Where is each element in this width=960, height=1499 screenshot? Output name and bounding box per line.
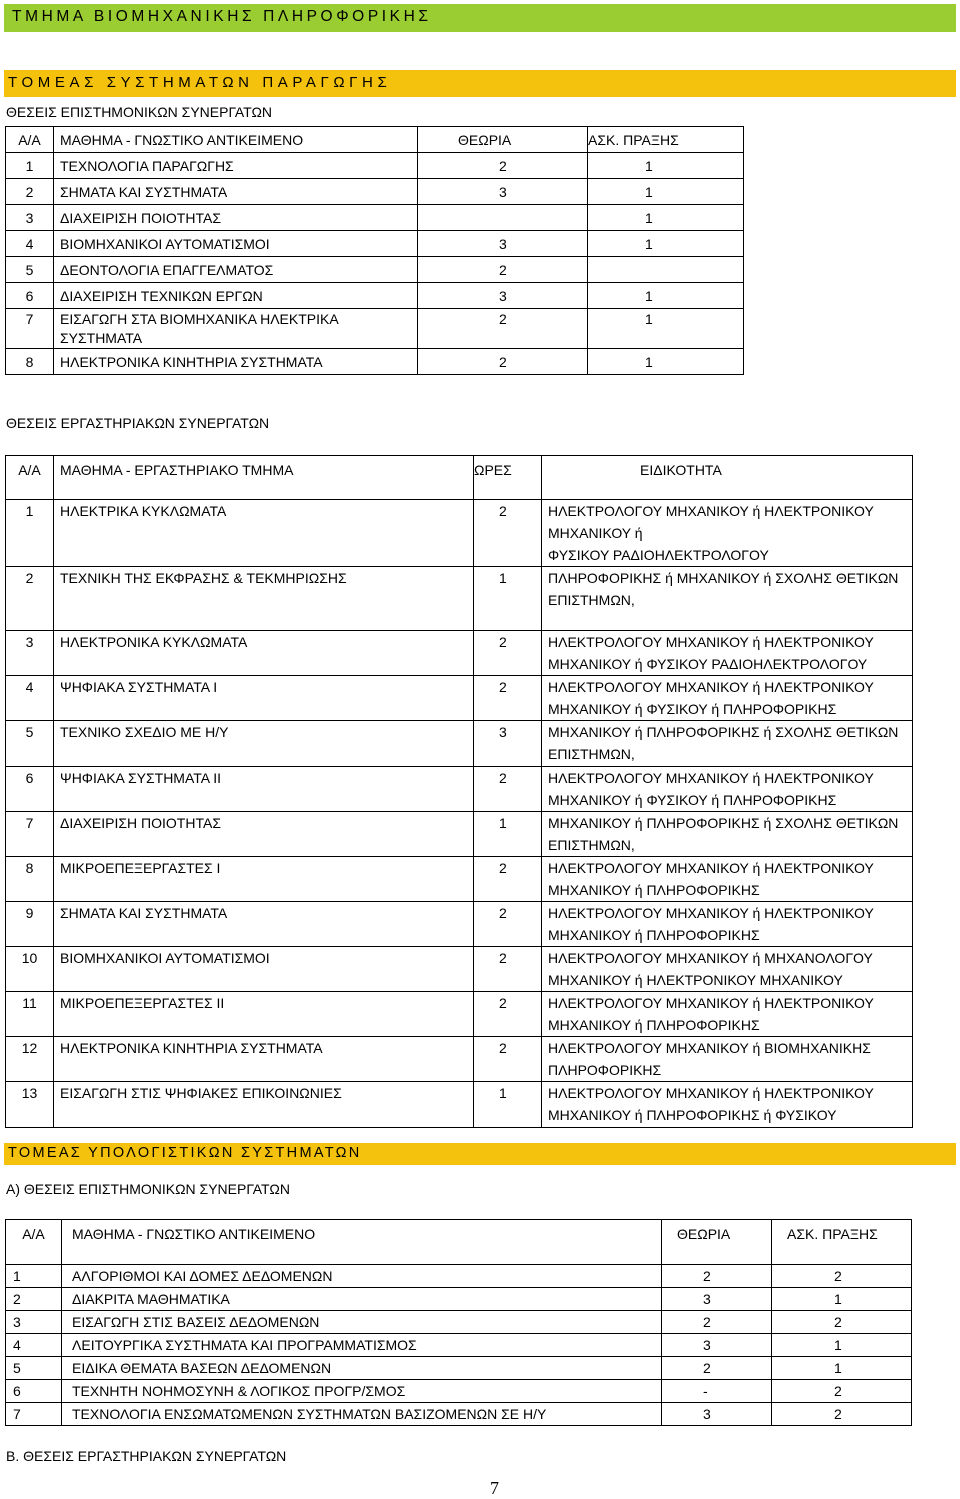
theory-hours bbox=[418, 205, 588, 231]
row-number: 1 bbox=[6, 500, 54, 567]
table-row bbox=[6, 1311, 912, 1334]
row-number: 4 bbox=[6, 676, 54, 721]
specialty: ΗΛΕΚΤΡΟΛΟΓΟΥ ΜΗΧΑΝΙΚΟΥ ή ΗΛΕΚΤΡΟΝΙΚΟΥ ΜΗΧΑΝΙΚΟΥ ή ΠΛΗΡΟΦΟΡΙΚΗΣ bbox=[542, 992, 913, 1037]
table-row bbox=[6, 205, 744, 231]
hours: 2 bbox=[474, 1037, 542, 1082]
theory-hours: 3 bbox=[418, 231, 588, 257]
row-number: 6 bbox=[6, 1380, 62, 1403]
course-name: ΔΙΑΧΕΙΡΙΣΗ ΠΟΙΟΤΗΤΑΣ bbox=[54, 205, 418, 231]
theory-hours: 2 bbox=[662, 1311, 772, 1334]
table-row bbox=[6, 1357, 912, 1380]
course-name: ΗΛΕΚΤΡΟΝΙΚΑ ΚΙΝΗΤΗΡΙΑ ΣΥΣΤΗΜΑΤΑ bbox=[54, 349, 418, 375]
hours: 2 bbox=[474, 767, 542, 812]
row-number: 5 bbox=[6, 1357, 62, 1380]
table-row bbox=[6, 1037, 913, 1082]
hours: 2 bbox=[474, 500, 542, 567]
practice-hours: 2 bbox=[772, 1380, 912, 1403]
theory-hours: 2 bbox=[418, 309, 588, 349]
specialty: ΗΛΕΚΤΡΟΛΟΓΟΥ ΜΗΧΑΝΙΚΟΥ ή ΗΛΕΚΤΡΟΝΙΚΟΥ ΜΗΧΑΝΙΚΟΥ ή ΦΥΣΙΚΟΥ ή ΠΛΗΡΟΦΟΡΙΚΗΣ bbox=[542, 676, 913, 721]
practice-hours bbox=[588, 257, 744, 283]
sector2-lab-heading: Β. ΘΕΣΕΙΣ ΕΡΓΑΣΤΗΡΙΑΚΩΝ ΣΥΝΕΡΓΑΤΩΝ bbox=[6, 1448, 287, 1464]
course-name: ΣΗΜΑΤΑ ΚΑΙ ΣΥΣΤΗΜΑΤΑ bbox=[54, 902, 474, 947]
specialty: ΗΛΕΚΤΡΟΛΟΓΟΥ ΜΗΧΑΝΙΚΟΥ ή ΗΛΕΚΤΡΟΝΙΚΟΥ ΜΗΧΑΝΙΚΟΥ ή ΦΥΣΙΚΟΥ ΡΑΔΙΟΗΛΕΚΤΡΟΛΟΓΟΥ bbox=[542, 500, 913, 567]
row-number: 7 bbox=[6, 1403, 62, 1426]
department-title: ΤΜΗΜΑ ΒΙΟΜΗΧΑΝΙΚΗΣ ΠΛΗΡΟΦΟΡΙΚΗΣ bbox=[12, 8, 432, 25]
hours: 2 bbox=[474, 902, 542, 947]
course-name: ΗΛΕΚΤΡΙΚΑ ΚΥΚΛΩΜΑΤΑ bbox=[54, 500, 474, 567]
course-name: ΤΕΧΝΙΚΗ ΤΗΣ ΕΚΦΡΑΣΗΣ & ΤΕΚΜΗΡΙΩΣΗΣ bbox=[54, 567, 474, 631]
header-cell: Α/Α bbox=[6, 456, 54, 500]
theory-hours: 2 bbox=[662, 1357, 772, 1380]
sector1-lab-table bbox=[5, 455, 913, 1128]
header-cell: ΜΑΘΗΜΑ - ΓΝΩΣΤΙΚΟ ΑΝΤΙΚΕΙΜΕΝΟ bbox=[62, 1220, 662, 1265]
row-number: 4 bbox=[6, 1334, 62, 1357]
row-number: 5 bbox=[6, 721, 54, 767]
row-number: 1 bbox=[6, 153, 54, 179]
theory-hours: 2 bbox=[418, 257, 588, 283]
row-number: 10 bbox=[6, 947, 54, 992]
sector1-lab-heading: ΘΕΣΕΙΣ ΕΡΓΑΣΤΗΡΙΑΚΩΝ ΣΥΝΕΡΓΑΤΩΝ bbox=[6, 415, 270, 431]
course-name: ΔΙΑΚΡΙΤΑ ΜΑΘΗΜΑΤΙΚΑ bbox=[62, 1288, 662, 1311]
row-number: 2 bbox=[6, 1288, 62, 1311]
table-row bbox=[6, 812, 913, 857]
practice-hours: 1 bbox=[772, 1357, 912, 1380]
theory-hours: 3 bbox=[418, 179, 588, 205]
table-row bbox=[6, 567, 913, 631]
table-row bbox=[6, 257, 744, 283]
theory-hours: 3 bbox=[662, 1403, 772, 1426]
hours: 2 bbox=[474, 676, 542, 721]
department-title-bar bbox=[4, 4, 956, 32]
table-row bbox=[6, 721, 913, 767]
row-number: 9 bbox=[6, 902, 54, 947]
table-row bbox=[6, 231, 744, 257]
row-number: 3 bbox=[6, 205, 54, 231]
hours: 2 bbox=[474, 631, 542, 676]
header-cell: Α/Α bbox=[6, 127, 54, 153]
course-name: ΕΙΣΑΓΩΓΗ ΣΤΙΣ ΨΗΦΙΑΚΕΣ ΕΠΙΚΟΙΝΩΝΙΕΣ bbox=[54, 1082, 474, 1128]
course-name: ΜΙΚΡΟΕΠΕΞΕΡΓΑΣΤΕΣ Ι bbox=[54, 857, 474, 902]
practice-hours: 2 bbox=[772, 1311, 912, 1334]
course-name: ΨΗΦΙΑΚΑ ΣΥΣΤΗΜΑΤΑ ΙΙ bbox=[54, 767, 474, 812]
sector2-scientific-table bbox=[5, 1219, 912, 1426]
sector2-title-bar bbox=[4, 1143, 956, 1165]
specialty: ΗΛΕΚΤΡΟΛΟΓΟΥ ΜΗΧΑΝΙΚΟΥ ή ΗΛΕΚΤΡΟΝΙΚΟΥ ΜΗΧΑΝΙΚΟΥ ή ΦΥΣΙΚΟΥ ΡΑΔΙΟΗΛΕΚΤΡΟΛΟΓΟΥ bbox=[542, 631, 913, 676]
table-header-row bbox=[6, 456, 913, 500]
sector1-scientific-table bbox=[5, 126, 744, 375]
row-number: 3 bbox=[6, 1311, 62, 1334]
specialty: ΗΛΕΚΤΡΟΛΟΓΟΥ ΜΗΧΑΝΙΚΟΥ ή ΗΛΕΚΤΡΟΝΙΚΟΥ ΜΗΧΑΝΙΚΟΥ ή ΠΛΗΡΟΦΟΡΙΚΗΣ bbox=[542, 902, 913, 947]
table-row bbox=[6, 309, 744, 349]
course-name: ΑΛΓΟΡΙΘΜΟΙ ΚΑΙ ΔΟΜΕΣ ΔΕΔΟΜΕΝΩΝ bbox=[62, 1265, 662, 1288]
header-cell: ΜΑΘΗΜΑ - ΓΝΩΣΤΙΚΟ ΑΝΤΙΚΕΙΜΕΝΟ bbox=[54, 127, 418, 153]
row-number: 2 bbox=[6, 179, 54, 205]
row-number: 8 bbox=[6, 857, 54, 902]
sector1-title: ΤΟΜΕΑΣ ΣΥΣΤΗΜΑΤΩΝ ΠΑΡΑΓΩΓΗΣ bbox=[8, 74, 392, 91]
table-row bbox=[6, 1082, 913, 1128]
course-name: ΕΙΔΙΚΑ ΘΕΜΑΤΑ ΒΑΣΕΩΝ ΔΕΔΟΜΕΝΩΝ bbox=[62, 1357, 662, 1380]
table-row bbox=[6, 500, 913, 567]
header-cell: ΘΕΩΡΙΑ bbox=[662, 1220, 772, 1265]
specialty: ΗΛΕΚΤΡΟΛΟΓΟΥ ΜΗΧΑΝΙΚΟΥ ή ΗΛΕΚΤΡΟΝΙΚΟΥ ΜΗΧΑΝΙΚΟΥ ή ΠΛΗΡΟΦΟΡΙΚΗΣ ή ΦΥΣΙΚΟΥ bbox=[542, 1082, 913, 1128]
row-number: 7 bbox=[6, 812, 54, 857]
header-cell: ΑΣΚ. ΠΡΑΞΗΣ bbox=[588, 127, 744, 153]
course-name: ΛΕΙΤΟΥΡΓΙΚΑ ΣΥΣΤΗΜΑΤΑ ΚΑΙ ΠΡΟΓΡΑΜΜΑΤΙΣΜΟΣ bbox=[62, 1334, 662, 1357]
hours: 2 bbox=[474, 992, 542, 1037]
sector1-scientific-heading: ΘΕΣΕΙΣ ΕΠΙΣΤΗΜΟΝΙΚΩΝ ΣΥΝΕΡΓΑΤΩΝ bbox=[6, 104, 273, 120]
row-number: 6 bbox=[6, 767, 54, 812]
course-name: ΗΛΕΚΤΡΟΝΙΚΑ ΚΙΝΗΤΗΡΙΑ ΣΥΣΤΗΜΑΤΑ bbox=[54, 1037, 474, 1082]
specialty: ΜΗΧΑΝΙΚΟΥ ή ΠΛΗΡΟΦΟΡΙΚΗΣ ή ΣΧΟΛΗΣ ΘΕΤΙΚΩΝ ΕΠΙΣΤΗΜΩΝ, bbox=[542, 721, 913, 767]
hours: 1 bbox=[474, 1082, 542, 1128]
row-number: 8 bbox=[6, 349, 54, 375]
practice-hours: 1 bbox=[588, 179, 744, 205]
theory-hours: 3 bbox=[662, 1288, 772, 1311]
practice-hours: 1 bbox=[772, 1334, 912, 1357]
practice-hours: 1 bbox=[588, 205, 744, 231]
table-row bbox=[6, 153, 744, 179]
theory-hours: 2 bbox=[418, 153, 588, 179]
header-cell: ΜΑΘΗΜΑ - ΕΡΓΑΣΤΗΡΙΑΚΟ ΤΜΗΜΑ bbox=[54, 456, 474, 500]
course-name: ΗΛΕΚΤΡΟΝΙΚΑ ΚΥΚΛΩΜΑΤΑ bbox=[54, 631, 474, 676]
table-row bbox=[6, 1288, 912, 1311]
table-row bbox=[6, 857, 913, 902]
course-name: ΕΙΣΑΓΩΓΗ ΣΤΙΣ ΒΑΣΕΙΣ ΔΕΔΟΜΕΝΩΝ bbox=[62, 1311, 662, 1334]
row-number: 12 bbox=[6, 1037, 54, 1082]
specialty: ΜΗΧΑΝΙΚΟΥ ή ΠΛΗΡΟΦΟΡΙΚΗΣ ή ΣΧΟΛΗΣ ΘΕΤΙΚΩΝ ΕΠΙΣΤΗΜΩΝ, bbox=[542, 812, 913, 857]
table-row bbox=[6, 283, 744, 309]
table-row bbox=[6, 767, 913, 812]
course-name: ΒΙΟΜΗΧΑΝΙΚΟΙ ΑΥΤΟΜΑΤΙΣΜΟΙ bbox=[54, 231, 418, 257]
row-number: 6 bbox=[6, 283, 54, 309]
specialty: ΗΛΕΚΤΡΟΛΟΓΟΥ ΜΗΧΑΝΙΚΟΥ ή ΜΗΧΑΝΟΛΟΓΟΥ ΜΗΧΑΝΙΚΟΥ ή ΗΛΕΚΤΡΟΝΙΚΟΥ ΜΗΧΑΝΙΚΟΥ bbox=[542, 947, 913, 992]
header-cell: ΕΙΔΙΚΟΤΗΤΑ bbox=[542, 456, 913, 500]
hours: 1 bbox=[474, 567, 542, 631]
sector2-scientific-heading: Α) ΘΕΣΕΙΣ ΕΠΙΣΤΗΜΟΝΙΚΩΝ ΣΥΝΕΡΓΑΤΩΝ bbox=[6, 1181, 290, 1197]
table-row bbox=[6, 1403, 912, 1426]
course-name: ΤΕΧΝΟΛΟΓΙΑ ΠΑΡΑΓΩΓΗΣ bbox=[54, 153, 418, 179]
header-cell: ΩΡΕΣ bbox=[474, 456, 542, 500]
row-number: 13 bbox=[6, 1082, 54, 1128]
table-row bbox=[6, 1380, 912, 1403]
table-row bbox=[6, 179, 744, 205]
practice-hours: 1 bbox=[588, 231, 744, 257]
theory-hours: - bbox=[662, 1380, 772, 1403]
table-row bbox=[6, 631, 913, 676]
table-row bbox=[6, 947, 913, 992]
specialty: ΗΛΕΚΤΡΟΛΟΓΟΥ ΜΗΧΑΝΙΚΟΥ ή ΗΛΕΚΤΡΟΝΙΚΟΥ ΜΗΧΑΝΙΚΟΥ ή ΠΛΗΡΟΦΟΡΙΚΗΣ bbox=[542, 857, 913, 902]
specialty: ΗΛΕΚΤΡΟΛΟΓΟΥ ΜΗΧΑΝΙΚΟΥ ή ΒΙΟΜΗΧΑΝΙΚΗΣ ΠΛΗΡΟΦΟΡΙΚΗΣ bbox=[542, 1037, 913, 1082]
table-header-row bbox=[6, 1220, 912, 1265]
practice-hours: 1 bbox=[772, 1288, 912, 1311]
specialty: ΠΛΗΡΟΦΟΡΙΚΗΣ ή ΜΗΧΑΝΙΚΟΥ ή ΣΧΟΛΗΣ ΘΕΤΙΚΩΝ ΕΠΙΣΤΗΜΩΝ, bbox=[542, 567, 913, 631]
course-name: ΜΙΚΡΟΕΠΕΞΕΡΓΑΣΤΕΣ ΙΙ bbox=[54, 992, 474, 1037]
practice-hours: 1 bbox=[588, 153, 744, 179]
course-name: ΨΗΦΙΑΚΑ ΣΥΣΤΗΜΑΤΑ Ι bbox=[54, 676, 474, 721]
course-name: ΒΙΟΜΗΧΑΝΙΚΟΙ ΑΥΤΟΜΑΤΙΣΜΟΙ bbox=[54, 947, 474, 992]
specialty: ΗΛΕΚΤΡΟΛΟΓΟΥ ΜΗΧΑΝΙΚΟΥ ή ΗΛΕΚΤΡΟΝΙΚΟΥ ΜΗΧΑΝΙΚΟΥ ή ΦΥΣΙΚΟΥ ή ΠΛΗΡΟΦΟΡΙΚΗΣ bbox=[542, 767, 913, 812]
theory-hours: 3 bbox=[662, 1334, 772, 1357]
row-number: 2 bbox=[6, 567, 54, 631]
hours: 3 bbox=[474, 721, 542, 767]
theory-hours: 2 bbox=[662, 1265, 772, 1288]
header-cell: ΑΣΚ. ΠΡΑΞΗΣ bbox=[772, 1220, 912, 1265]
practice-hours: 1 bbox=[588, 349, 744, 375]
practice-hours: 1 bbox=[588, 283, 744, 309]
row-number: 3 bbox=[6, 631, 54, 676]
practice-hours: 2 bbox=[772, 1265, 912, 1288]
table-row bbox=[6, 1334, 912, 1357]
theory-hours: 3 bbox=[418, 283, 588, 309]
row-number: 4 bbox=[6, 231, 54, 257]
course-name: ΔΙΑΧΕΙΡΙΣΗ ΠΟΙΟΤΗΤΑΣ bbox=[54, 812, 474, 857]
practice-hours: 1 bbox=[588, 309, 744, 349]
hours: 2 bbox=[474, 857, 542, 902]
course-name: ΣΗΜΑΤΑ ΚΑΙ ΣΥΣΤΗΜΑΤΑ bbox=[54, 179, 418, 205]
row-number: 11 bbox=[6, 992, 54, 1037]
table-row bbox=[6, 349, 744, 375]
row-number: 5 bbox=[6, 257, 54, 283]
table-header-row bbox=[6, 127, 744, 153]
practice-hours: 2 bbox=[772, 1403, 912, 1426]
table-row bbox=[6, 676, 913, 721]
course-name: ΕΙΣΑΓΩΓΗ ΣΤΑ ΒΙΟΜΗΧΑΝΙΚΑ ΗΛΕΚΤΡΙΚΑ ΣΥΣΤΗΜΑΤΑ bbox=[54, 309, 418, 349]
header-cell: ΘΕΩΡΙΑ bbox=[418, 127, 588, 153]
hours: 2 bbox=[474, 947, 542, 992]
sector2-title: ΤΟΜΕΑΣ ΥΠΟΛΟΓΙΣΤΙΚΩΝ ΣΥΣΤΗΜΑΤΩΝ bbox=[8, 1145, 362, 1161]
theory-hours: 2 bbox=[418, 349, 588, 375]
course-name: ΤΕΧΝΟΛΟΓΙΑ ΕΝΣΩΜΑΤΩΜΕΝΩΝ ΣΥΣΤΗΜΑΤΩΝ ΒΑΣΙΖΟΜΕΝΩΝ ΣΕ Η/Υ bbox=[62, 1403, 662, 1426]
row-number: 7 bbox=[6, 309, 54, 349]
header-cell: Α/Α bbox=[6, 1220, 62, 1265]
course-name: ΔΕΟΝΤΟΛΟΓΙΑ ΕΠΑΓΓΕΛΜΑΤΟΣ bbox=[54, 257, 418, 283]
hours: 1 bbox=[474, 812, 542, 857]
row-number: 1 bbox=[6, 1265, 62, 1288]
table-row bbox=[6, 1265, 912, 1288]
course-name: ΤΕΧΝΗΤΗ ΝΟΗΜΟΣΥΝΗ & ΛΟΓΙΚΟΣ ΠΡΟΓΡ/ΣΜΟΣ bbox=[62, 1380, 662, 1403]
sector1-title-bar bbox=[4, 70, 956, 97]
page-number: 7 bbox=[490, 1478, 499, 1498]
course-name: ΤΕΧΝΙΚΟ ΣΧΕΔΙΟ ΜΕ Η/Υ bbox=[54, 721, 474, 767]
course-name: ΔΙΑΧΕΙΡΙΣΗ ΤΕΧΝΙΚΩΝ ΕΡΓΩΝ bbox=[54, 283, 418, 309]
table-row bbox=[6, 902, 913, 947]
table-row bbox=[6, 992, 913, 1037]
